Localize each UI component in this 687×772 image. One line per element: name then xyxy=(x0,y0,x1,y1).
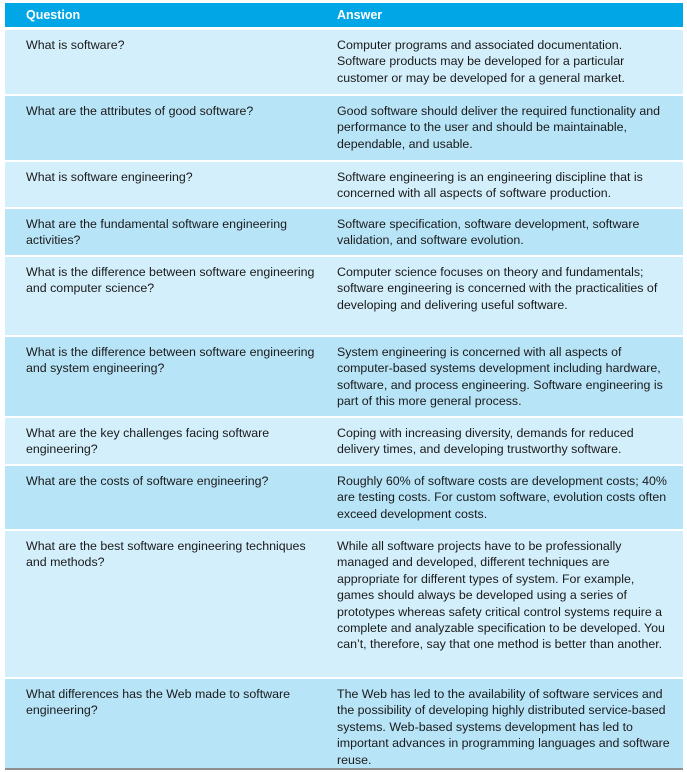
answer-cell: While all software projects have to be professionally managed and developed, different techniques are appropriate for different types of system. For example, games should always be developed using a series of prototypes whereas safety critical control systems require a complete and analyzable specification to be developed. You can’t, therefore, say that one method is better than another. xyxy=(337,539,665,652)
answer-cell: Computer programs and associated documentation. Software products may be developed for a particular customer or may be developed for a general market. xyxy=(337,38,625,85)
table-bottom-rule xyxy=(5,768,683,770)
question-cell: What is the difference between software engineering and system engineering? xyxy=(26,345,315,376)
faq-table xyxy=(5,3,683,769)
table-row xyxy=(5,464,683,529)
table-row xyxy=(5,160,683,207)
question-cell: What are the key challenges facing software engineering? xyxy=(26,426,270,457)
header-question: Question xyxy=(26,8,81,22)
table-row xyxy=(5,28,683,94)
answer-cell: The Web has led to the availability of software services and the possibility of developing highly distributed service-based systems. Web-based systems development has led to important advances in programming languages and software reuse. xyxy=(337,687,670,767)
question-cell: What are the fundamental software engineering activities? xyxy=(26,217,288,248)
table-header xyxy=(5,3,683,27)
question-cell: What is software? xyxy=(26,38,125,52)
header-answer: Answer xyxy=(337,8,383,22)
question-cell: What are the attributes of good software? xyxy=(26,104,254,118)
table-row xyxy=(5,529,683,677)
question-cell: What are the costs of software engineering? xyxy=(26,474,269,488)
table-row xyxy=(5,416,683,464)
question-cell: What are the best software engineering techniques and methods? xyxy=(26,539,306,570)
table-row xyxy=(5,94,683,160)
answer-cell: Computer science focuses on theory and fundamentals; software engineering is concerned with the practicalities of developing and delivering useful software. xyxy=(337,265,658,312)
answer-cell: System engineering is concerned with all aspects of computer-based systems development including hardware, software, and process engineering. Software engineering is part of this more general process. xyxy=(337,345,663,409)
table-row xyxy=(5,677,683,769)
table-row xyxy=(5,335,683,416)
answer-cell: Good software should deliver the required functionality and performance to the user and should be maintainable, dependable, and usable. xyxy=(337,104,661,151)
answer-cell: Coping with increasing diversity, demands for reduced delivery times, and developing trustworthy software. xyxy=(337,426,634,457)
question-cell: What is software engineering? xyxy=(26,170,193,184)
table-row xyxy=(5,255,683,335)
table-row xyxy=(5,207,683,255)
question-cell: What is the difference between software engineering and computer science? xyxy=(26,265,315,296)
answer-cell: Software engineering is an engineering discipline that is concerned with all aspects of software production. xyxy=(337,170,643,201)
answer-cell: Roughly 60% of software costs are development costs; 40% are testing costs. For custom software, evolution costs often exceed development costs. xyxy=(337,474,667,521)
question-cell: What differences has the Web made to software engineering? xyxy=(26,687,291,718)
answer-cell: Software specification, software development, software validation, and software evolution. xyxy=(337,217,640,248)
